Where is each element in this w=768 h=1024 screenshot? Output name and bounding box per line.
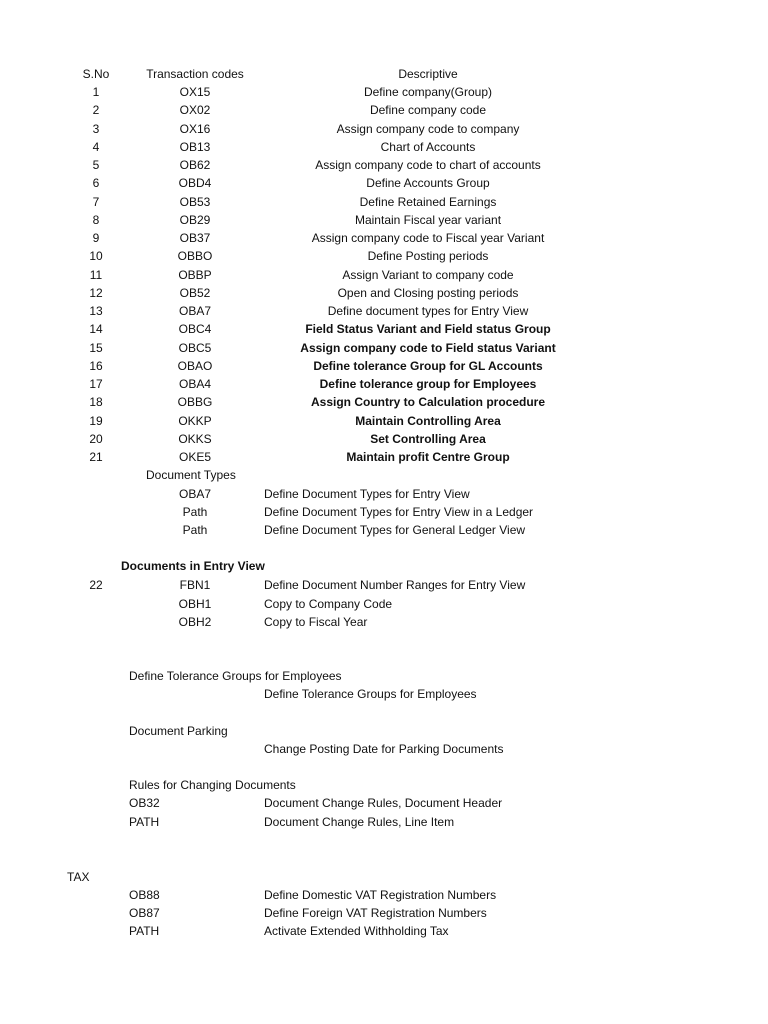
list-item bbox=[0, 886, 768, 904]
header-descriptive: Descriptive bbox=[398, 67, 458, 81]
list-item bbox=[0, 794, 768, 812]
tax-desc: Activate Extended Withholding Tax bbox=[264, 924, 449, 938]
table-row bbox=[0, 83, 768, 101]
table-row bbox=[0, 101, 768, 119]
table-row bbox=[0, 430, 768, 448]
sno-cell: 21 bbox=[89, 450, 103, 464]
description-cell: Field Status Variant and Field status Group bbox=[305, 322, 551, 336]
tax-heading: TAX bbox=[67, 870, 90, 884]
transaction-code-cell: OB29 bbox=[179, 213, 211, 227]
table-row bbox=[0, 412, 768, 430]
description-cell: Chart of Accounts bbox=[380, 140, 476, 154]
document-types-heading-row bbox=[0, 466, 768, 484]
sno-cell: 1 bbox=[92, 85, 100, 99]
description-cell: Assign company code to Fiscal year Variant bbox=[311, 231, 545, 245]
rules-changing-desc: Document Change Rules, Line Item bbox=[264, 815, 455, 829]
transaction-code-cell: OBBO bbox=[177, 249, 213, 263]
sno-cell: 19 bbox=[89, 414, 103, 428]
rules-changing-heading-row bbox=[0, 776, 768, 794]
table-row bbox=[0, 448, 768, 466]
tolerance-groups-desc: Define Tolerance Groups for Employees bbox=[264, 687, 477, 701]
transaction-code-cell: OB37 bbox=[179, 231, 211, 245]
description-cell: Define company(Group) bbox=[363, 85, 493, 99]
documents-entry-view-heading-row bbox=[0, 557, 768, 575]
table-row bbox=[0, 339, 768, 357]
description-cell: Assign company code to chart of accounts bbox=[315, 158, 541, 172]
transaction-code-cell: OB13 bbox=[179, 140, 211, 154]
document-types-desc: Define Document Types for Entry View in a Ledger bbox=[264, 505, 534, 519]
sno-cell: 2 bbox=[92, 103, 100, 117]
table-row bbox=[0, 211, 768, 229]
documents-entry-view-code: FBN1 bbox=[179, 578, 211, 592]
tolerance-groups-heading-row bbox=[0, 667, 768, 685]
sno-cell: 5 bbox=[92, 158, 100, 172]
transaction-code-cell: OBD4 bbox=[178, 176, 212, 190]
header-sno: S.No bbox=[82, 67, 110, 81]
tolerance-groups-heading: Define Tolerance Groups for Employees bbox=[129, 669, 342, 683]
table-row bbox=[0, 393, 768, 411]
description-cell: Maintain profit Centre Group bbox=[346, 450, 510, 464]
sno-cell: 3 bbox=[92, 122, 100, 136]
description-cell: Maintain Controlling Area bbox=[355, 414, 501, 428]
description-cell: Define company code bbox=[369, 103, 487, 117]
table-row bbox=[0, 357, 768, 375]
rules-changing-code: OB32 bbox=[129, 796, 160, 810]
documents-entry-view-heading: Documents in Entry View bbox=[121, 559, 265, 573]
list-item bbox=[0, 521, 768, 539]
transaction-code-cell: OKKP bbox=[178, 414, 212, 428]
list-item bbox=[0, 576, 768, 594]
description-cell: Define Retained Earnings bbox=[359, 195, 497, 209]
tax-desc: Define Foreign VAT Registration Numbers bbox=[264, 906, 487, 920]
description-cell: Maintain Fiscal year variant bbox=[354, 213, 502, 227]
transaction-code-cell: OX15 bbox=[179, 85, 211, 99]
sno-cell: 10 bbox=[89, 249, 103, 263]
transaction-code-cell: OB62 bbox=[179, 158, 211, 172]
description-cell: Open and Closing posting periods bbox=[337, 286, 519, 300]
sno-cell: 9 bbox=[92, 231, 100, 245]
transaction-code-cell: OKKS bbox=[178, 432, 212, 446]
documents-entry-view-code: OBH1 bbox=[178, 597, 212, 611]
description-cell: Assign company code to company bbox=[336, 122, 520, 136]
list-item bbox=[0, 503, 768, 521]
description-cell: Set Controlling Area bbox=[370, 432, 486, 446]
tax-desc: Define Domestic VAT Registration Numbers bbox=[264, 888, 497, 902]
sno-cell: 7 bbox=[92, 195, 100, 209]
table-row bbox=[0, 320, 768, 338]
transaction-code-cell: OKE5 bbox=[178, 450, 211, 464]
description-cell: Assign company code to Field status Variant bbox=[300, 341, 556, 355]
list-item bbox=[0, 595, 768, 613]
transaction-code-cell: OBA4 bbox=[178, 377, 211, 391]
document-parking-desc: Change Posting Date for Parking Documents bbox=[264, 742, 504, 756]
transaction-code-cell: OBC5 bbox=[178, 341, 212, 355]
list-item bbox=[0, 922, 768, 940]
table-row bbox=[0, 229, 768, 247]
sno-cell: 11 bbox=[89, 268, 103, 282]
description-cell: Define tolerance Group for GL Accounts bbox=[313, 359, 543, 373]
sno-cell: 6 bbox=[92, 176, 100, 190]
description-cell: Define Posting periods bbox=[367, 249, 489, 263]
table-row bbox=[0, 302, 768, 320]
transaction-code-cell: OB52 bbox=[179, 286, 211, 300]
tax-code: OB87 bbox=[129, 906, 160, 920]
sno-cell: 20 bbox=[89, 432, 103, 446]
sno-cell: 18 bbox=[89, 395, 103, 409]
description-cell: Assign Country to Calculation procedure bbox=[310, 395, 546, 409]
transaction-code-cell: OB53 bbox=[179, 195, 211, 209]
transaction-code-cell: OBC4 bbox=[178, 322, 212, 336]
document-types-code: Path bbox=[182, 505, 208, 519]
sno-cell: 14 bbox=[89, 322, 103, 336]
table-row bbox=[0, 174, 768, 192]
tax-code: OB88 bbox=[129, 888, 160, 902]
tax-code: PATH bbox=[129, 924, 160, 938]
tax-heading-row bbox=[0, 868, 768, 886]
table-row bbox=[0, 284, 768, 302]
rules-changing-code: PATH bbox=[129, 815, 160, 829]
document-types-desc: Define Document Types for Entry View bbox=[264, 487, 470, 501]
table-row bbox=[0, 120, 768, 138]
transaction-code-cell: OBBG bbox=[177, 395, 213, 409]
sno-cell: 13 bbox=[89, 304, 103, 318]
table-row bbox=[0, 193, 768, 211]
document-parking-heading: Document Parking bbox=[129, 724, 228, 738]
documents-entry-view-desc: Define Document Number Ranges for Entry View bbox=[264, 578, 526, 592]
table-header-row bbox=[0, 65, 768, 83]
documents-entry-view-sno: 22 bbox=[89, 578, 103, 592]
transaction-code-cell: OBBP bbox=[178, 268, 212, 282]
document-types-desc: Define Document Types for General Ledger View bbox=[264, 523, 526, 537]
document-parking-heading-row bbox=[0, 722, 768, 740]
transaction-code-cell: OBA7 bbox=[178, 304, 211, 318]
sno-cell: 17 bbox=[89, 377, 103, 391]
rules-changing-heading: Rules for Changing Documents bbox=[129, 778, 296, 792]
description-cell: Define Accounts Group bbox=[366, 176, 490, 190]
description-cell: Define document types for Entry View bbox=[327, 304, 529, 318]
transaction-code-cell: OX16 bbox=[179, 122, 211, 136]
description-cell: Define tolerance group for Employees bbox=[319, 377, 537, 391]
table-row bbox=[0, 266, 768, 284]
table-row bbox=[0, 247, 768, 265]
table-row bbox=[0, 156, 768, 174]
sno-cell: 12 bbox=[89, 286, 103, 300]
sno-cell: 16 bbox=[89, 359, 103, 373]
document-types-code: OBA7 bbox=[178, 487, 211, 501]
list-item bbox=[0, 685, 768, 703]
sno-cell: 4 bbox=[92, 140, 100, 154]
rules-changing-desc: Document Change Rules, Document Header bbox=[264, 796, 503, 810]
documents-entry-view-desc: Copy to Company Code bbox=[264, 597, 393, 611]
transaction-code-cell: OBAO bbox=[177, 359, 213, 373]
documents-entry-view-desc: Copy to Fiscal Year bbox=[264, 615, 368, 629]
list-item bbox=[0, 485, 768, 503]
description-cell: Assign Variant to company code bbox=[342, 268, 514, 282]
list-item bbox=[0, 904, 768, 922]
sno-cell: 15 bbox=[89, 341, 103, 355]
table-row bbox=[0, 375, 768, 393]
list-item bbox=[0, 740, 768, 758]
table-row bbox=[0, 138, 768, 156]
document-types-code: Path bbox=[182, 523, 208, 537]
list-item bbox=[0, 613, 768, 631]
sno-cell: 8 bbox=[92, 213, 100, 227]
document-types-heading: Document Types bbox=[146, 468, 236, 482]
transaction-code-cell: OX02 bbox=[179, 103, 211, 117]
list-item bbox=[0, 813, 768, 831]
header-transaction-codes: Transaction codes bbox=[146, 67, 244, 81]
documents-entry-view-code: OBH2 bbox=[178, 615, 212, 629]
